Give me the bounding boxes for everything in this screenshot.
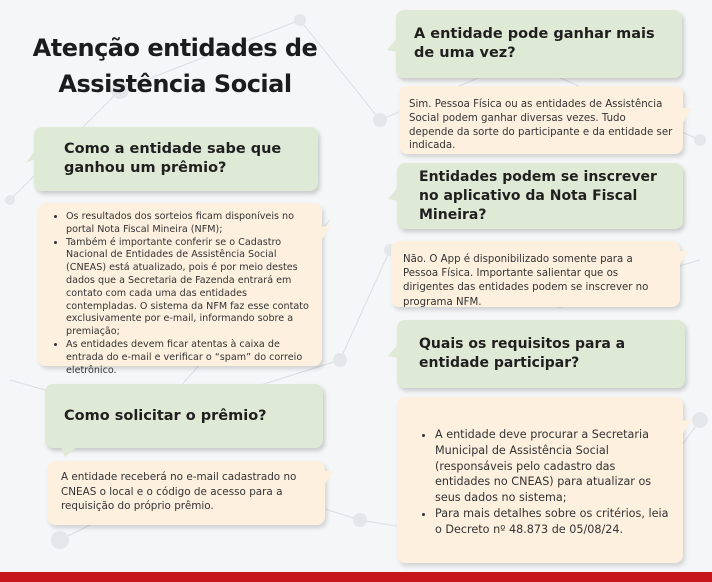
question-card-inscrever xyxy=(397,163,683,229)
speech-tail-icon xyxy=(682,108,692,124)
answer-text: Não. O App é disponibilizado somente para a Pessoa Física. Importante salientar que os dirigentes das entidades podem se inscrever no programa NFM. xyxy=(403,254,649,308)
question-card-requisitos xyxy=(397,320,685,388)
answer-card-premio xyxy=(38,203,322,376)
answer-text: A entidade receberá no e-mail cadastrado no CNEAS o local e o código de acesso para a requisição do próprio prêmio. xyxy=(61,471,297,512)
answer-text: Sim. Pessoa Física ou as entidades de Assistência Social podem ganhar diversas vezes. Tudo depende da sorte do participante e da entidade ser indicada. xyxy=(409,99,673,152)
list-item: • Os resultados dos sorteios ficam disponíveis no portal Nota Fiscal Mineira (NFM); xyxy=(66,211,312,237)
speech-tail-icon xyxy=(682,419,692,435)
speech-tail-icon xyxy=(61,447,77,457)
list-item: • As entidades devem ficar atentas à caixa de entrada do e-mail e verificar o “spam” do correio eletrônico. xyxy=(66,339,312,377)
question-text: Como solicitar o prêmio? xyxy=(64,407,267,424)
answer-card-ganhar xyxy=(399,86,683,154)
question-text: Quais os requisitos para a entidade participar? xyxy=(419,336,626,371)
answer-card-requisitos xyxy=(397,397,683,563)
question-text: Entidades podem se inscrever no aplicativo da Nota Fiscal Mineira? xyxy=(419,168,657,223)
speech-tail-icon xyxy=(679,251,689,265)
answer-list xyxy=(421,427,671,538)
question-card-ganhar xyxy=(396,10,682,78)
speech-tail-icon xyxy=(388,187,398,201)
page-title xyxy=(20,30,330,102)
title-line-2: Assistência Social xyxy=(58,70,292,98)
question-text: Como a entidade sabe que ganhou um prêmio? xyxy=(64,141,282,176)
answer-card-solicitar xyxy=(47,461,325,525)
question-card-solicitar xyxy=(45,384,323,448)
question-card-premio xyxy=(34,127,318,191)
list-item: • A entidade deve procurar a Secretaria Municipal de Assistência Social (responsáveis pelo cadastro das entidades no CNEAS) para atualizar os seus dados no sistema; xyxy=(435,427,671,506)
list-item: • Também é importante conferir se o Cadastro Nacional de Entidades de Assistência Social (CNEAS) está atualizado, pois é por meio destes dados que a Secretaria de Fazenda entrará em contato com cada uma das entidades contempladas. O sistema da NFM faz esse contato exclusivamente por e-mail, informando sobre a premiação; xyxy=(66,237,312,339)
list-item: • Para mais detalhes sobre os critérios, leia o Decreto nº 48.873 de 05/08/24. xyxy=(435,506,671,538)
speech-tail-icon xyxy=(26,149,36,163)
title-line-1: Atenção entidades de xyxy=(32,34,318,62)
speech-tail-icon xyxy=(387,38,397,52)
answer-list xyxy=(52,211,312,377)
answer-card-inscrever xyxy=(391,241,680,307)
speech-tail-icon xyxy=(388,344,398,358)
speech-tail-icon xyxy=(321,225,331,241)
speech-tail-icon xyxy=(324,471,334,485)
bottom-accent-bar xyxy=(0,572,712,582)
question-text: A entidade pode ganhar mais de uma vez? xyxy=(414,26,655,61)
